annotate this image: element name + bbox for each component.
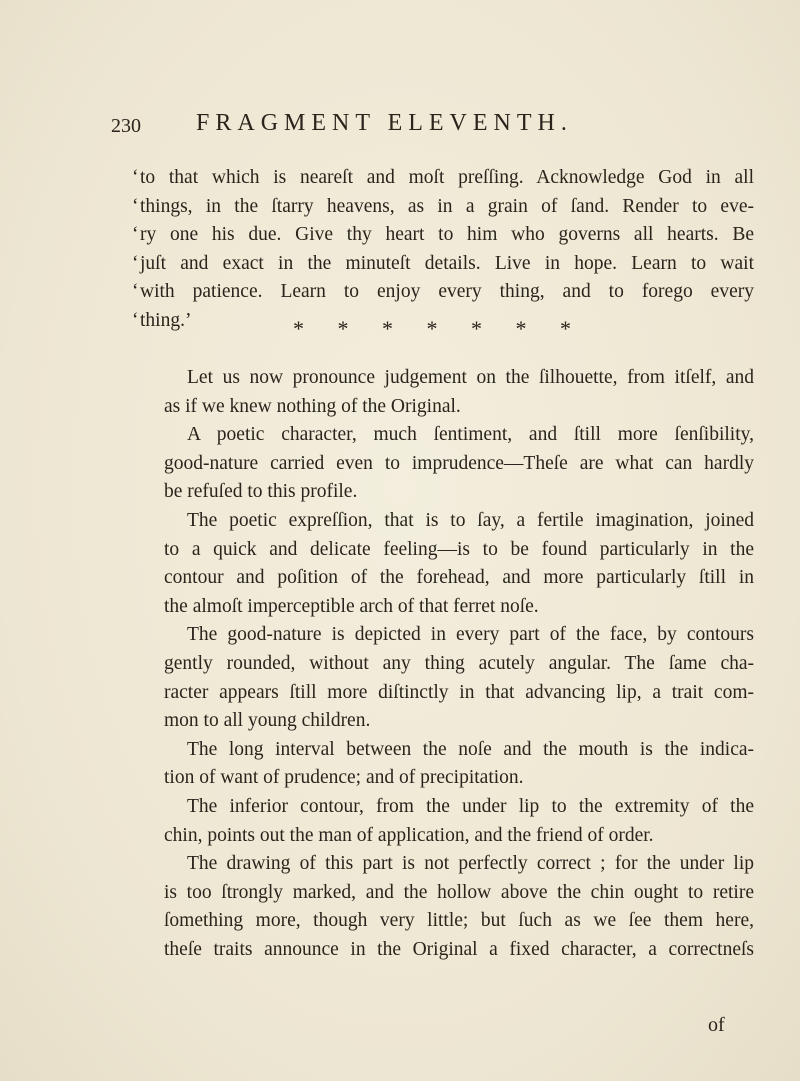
text-line: A poetic character, much ſentiment, and ſtill more ſenſibility,: [187, 424, 754, 446]
text-line: ſomething more, though very little; but ſuch as we ſee them here,: [164, 910, 754, 932]
quote-mark: ‘: [132, 195, 139, 217]
text-line: racter appears ſtill more diſtinctly in that advancing lip, a trait com-: [164, 681, 754, 703]
text-line: as if we knew nothing of the Original.: [164, 395, 461, 417]
text-line: theſe traits announce in the Original a fixed character, a correctneſs: [164, 938, 754, 960]
text-line: gently rounded, without any thing acutely angular. The ſame cha-: [164, 652, 754, 674]
quote-mark: ‘: [132, 309, 139, 331]
quote-text: things, in the ſtarry heavens, as in a grain of ſand. Render to eve-: [140, 195, 754, 217]
quote-line: [132, 193, 754, 222]
body-text: [164, 364, 754, 964]
text-line: to a quick and delicate feeling—is to be found particularly in the: [164, 538, 754, 560]
text-line: the almoſt imperceptible arch of that ferret noſe.: [164, 595, 539, 617]
text-line: The good-nature is depicted in every part of the face, by contours: [187, 624, 754, 646]
text-line: The poetic expreſſion, that is to ſay, a fertile imagination, joined: [187, 509, 754, 531]
quote-line: [132, 164, 754, 193]
text-line: is too ſtrongly marked, and the hollow above the chin ought to retire: [164, 881, 754, 903]
quote-text: ry one his due. Give thy heart to him who governs all hearts. Be: [140, 224, 754, 245]
quote-line: [132, 278, 754, 307]
quote-mark: ‘: [132, 167, 139, 188]
quoted-passage: [132, 164, 754, 335]
quote-mark: ‘: [132, 224, 139, 245]
quote-text: juſt and exact in the minuteſt details. Live in hope. Learn to wait: [140, 252, 754, 274]
text-line: mon to all young children.: [164, 710, 371, 732]
text-line: The drawing of this part is not perfectly correct ; for the under lip: [187, 853, 754, 875]
quote-text: thing.’: [140, 309, 192, 331]
text-line: good-nature carried even to imprudence—Theſe are what can hardly: [164, 452, 754, 474]
text-line: chin, points out the man of application, and the friend of order.: [164, 824, 654, 846]
section-separator: * * * * * * *: [293, 316, 585, 341]
quote-mark: ‘: [132, 281, 139, 302]
quote-text: to that which is neareſt and moſt preſſing. Acknowledge God in all: [140, 167, 754, 188]
text-line: be refuſed to this profile.: [164, 481, 358, 503]
text-line: tion of want of prudence; and of precipitation.: [164, 767, 524, 789]
running-head: FRAGMENT ELEVENTH.: [196, 110, 573, 136]
text-line: The long interval between the noſe and the mouth is the indica-: [187, 738, 754, 760]
text-line: Let us now pronounce judgement on the ſilhouette, from itſelf, and: [187, 367, 754, 388]
quote-line: [132, 250, 754, 279]
text-line: contour and poſition of the forehead, and more particularly ſtill in: [164, 567, 754, 589]
catchword: of: [708, 1014, 725, 1036]
page-number: 230: [111, 115, 141, 137]
quote-mark: ‘: [132, 252, 139, 274]
quote-line: [132, 221, 754, 250]
text-line: The inferior contour, from the under lip to the extremity of the: [187, 795, 754, 817]
quote-text: with patience. Learn to enjoy every thing, and to forego every: [140, 281, 754, 302]
